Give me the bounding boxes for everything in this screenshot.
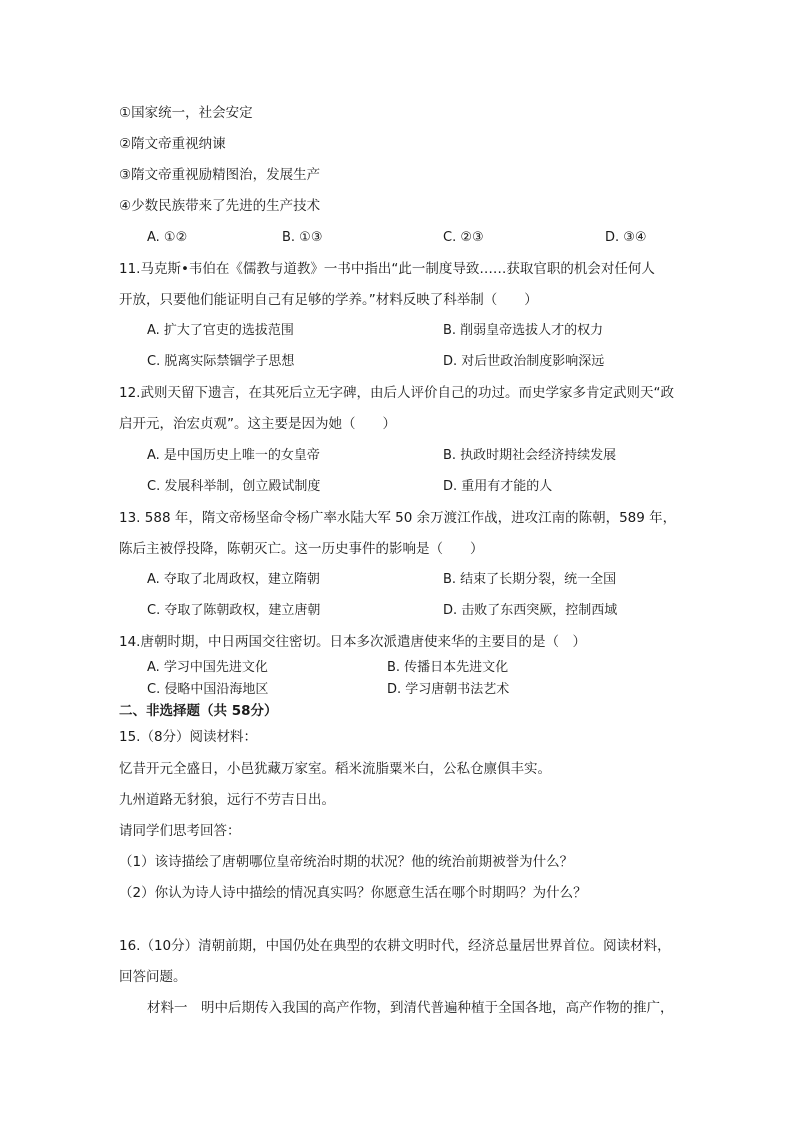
- q12-stem-line-1: 12.武则天留下遗言，在其死后立无字碑，由后人评价自己的功过。而史学家多肯定武则天“政: [119, 385, 674, 401]
- q16-stem-line-1: 16.（10分）清朝前期，中国仍处在典型的农耕文明时代，经济总量居世界首位。阅读材料，: [119, 938, 671, 954]
- q10-item-1: ①国家统一，社会安定: [119, 105, 253, 121]
- q12-option-d: D. 重用有才能的人: [443, 479, 553, 494]
- q14-option-b: B. 传播日本先进文化: [387, 660, 509, 675]
- q15-sub-question-2: （2）你认为诗人诗中描绘的情况真实吗？你愿意生活在哪个时期吗？为什么？: [119, 885, 587, 901]
- q10-option-c: C. ②③: [443, 230, 484, 245]
- q12-option-b: B. 执政时期社会经济持续发展: [443, 448, 617, 463]
- q13-stem-line-1: 13. 588 年，隋文帝杨坚命令杨广率水陆大军 50 余万渡江作战，进攻江南的陈朝，589 年，: [119, 510, 677, 526]
- q16-stem-line-2: 回答问题。: [119, 969, 187, 985]
- q11-option-a: A. 扩大了官吏的选拔范围: [147, 323, 294, 338]
- q11-stem-line-2: 开放，只要他们能证明自己有足够的学养。”材料反映了科举制（ ）: [119, 292, 538, 308]
- q10-option-d: D. ③④: [605, 230, 647, 245]
- q10-item-3: ③隋文帝重视励精图治，发展生产: [119, 167, 321, 183]
- q10-item-2: ②隋文帝重视纳谏: [119, 136, 226, 152]
- q13-stem-line-2: 陈后主被俘投降，陈朝灭亡。这一历史事件的影响是（ ）: [119, 541, 484, 557]
- q10-option-a: A. ①②: [147, 230, 188, 245]
- q15-poem-line-2: 九州道路无豺狼，远行不劳吉日出。: [119, 792, 335, 808]
- q15-stem: 15.（8分）阅读材料：: [119, 729, 258, 745]
- q10-option-b: B. ①③: [282, 230, 323, 245]
- q12-option-a: A. 是中国历史上唯一的女皇帝: [147, 448, 320, 463]
- q10-item-4: ④少数民族带来了先进的生产技术: [119, 198, 321, 214]
- q15-prompt: 请同学们思考回答：: [119, 823, 241, 839]
- q13-option-a: A. 夺取了北周政权，建立隋朝: [147, 572, 320, 587]
- q15-poem-line-1: 忆昔开元全盛日，小邑犹藏万家室。稻米流脂粟米白，公私仓廪俱丰实。: [119, 761, 551, 777]
- q14-option-d: D. 学习唐朝书法艺术: [387, 682, 510, 697]
- q13-option-c: C. 夺取了陈朝政权，建立唐朝: [147, 603, 321, 618]
- q11-option-c: C. 脱离实际禁锢学子思想: [147, 354, 295, 369]
- q13-option-d: D. 击败了东西突厥，控制西域: [443, 603, 618, 618]
- section-heading: 二、非选择题（共 58分）: [119, 703, 278, 719]
- q12-stem-line-2: 启开元，治宏贞观”。这主要是因为她（ ）: [119, 416, 396, 432]
- q13-option-b: B. 结束了长期分裂，统一全国: [443, 572, 617, 587]
- q11-option-d: D. 对后世政治制度影响深远: [443, 354, 605, 369]
- q11-stem-line-1: 11.马克斯•韦伯在《儒教与道教》一书中指出“此一制度导致……获取官职的机会对任何人: [119, 261, 655, 277]
- q14-option-c: C. 侵略中国沿海地区: [147, 682, 269, 697]
- q15-sub-question-1: （1）该诗描绘了唐朝哪位皇帝统治时期的状况？他的统治前期被誉为什么？: [119, 854, 574, 870]
- q16-material-1: 材料一 明中后期传入我国的高产作物，到清代普遍种植于全国各地，高产作物的推广，: [147, 1000, 674, 1016]
- q11-option-b: B. 削弱皇帝选拔人才的权力: [443, 323, 604, 338]
- q12-option-c: C. 发展科举制，创立殿试制度: [147, 479, 321, 494]
- q14-option-a: A. 学习中国先进文化: [147, 660, 268, 675]
- q14-stem: 14.唐朝时期，中日两国交往密切。日本多次派遣唐使来华的主要目的是（ ）: [119, 634, 586, 650]
